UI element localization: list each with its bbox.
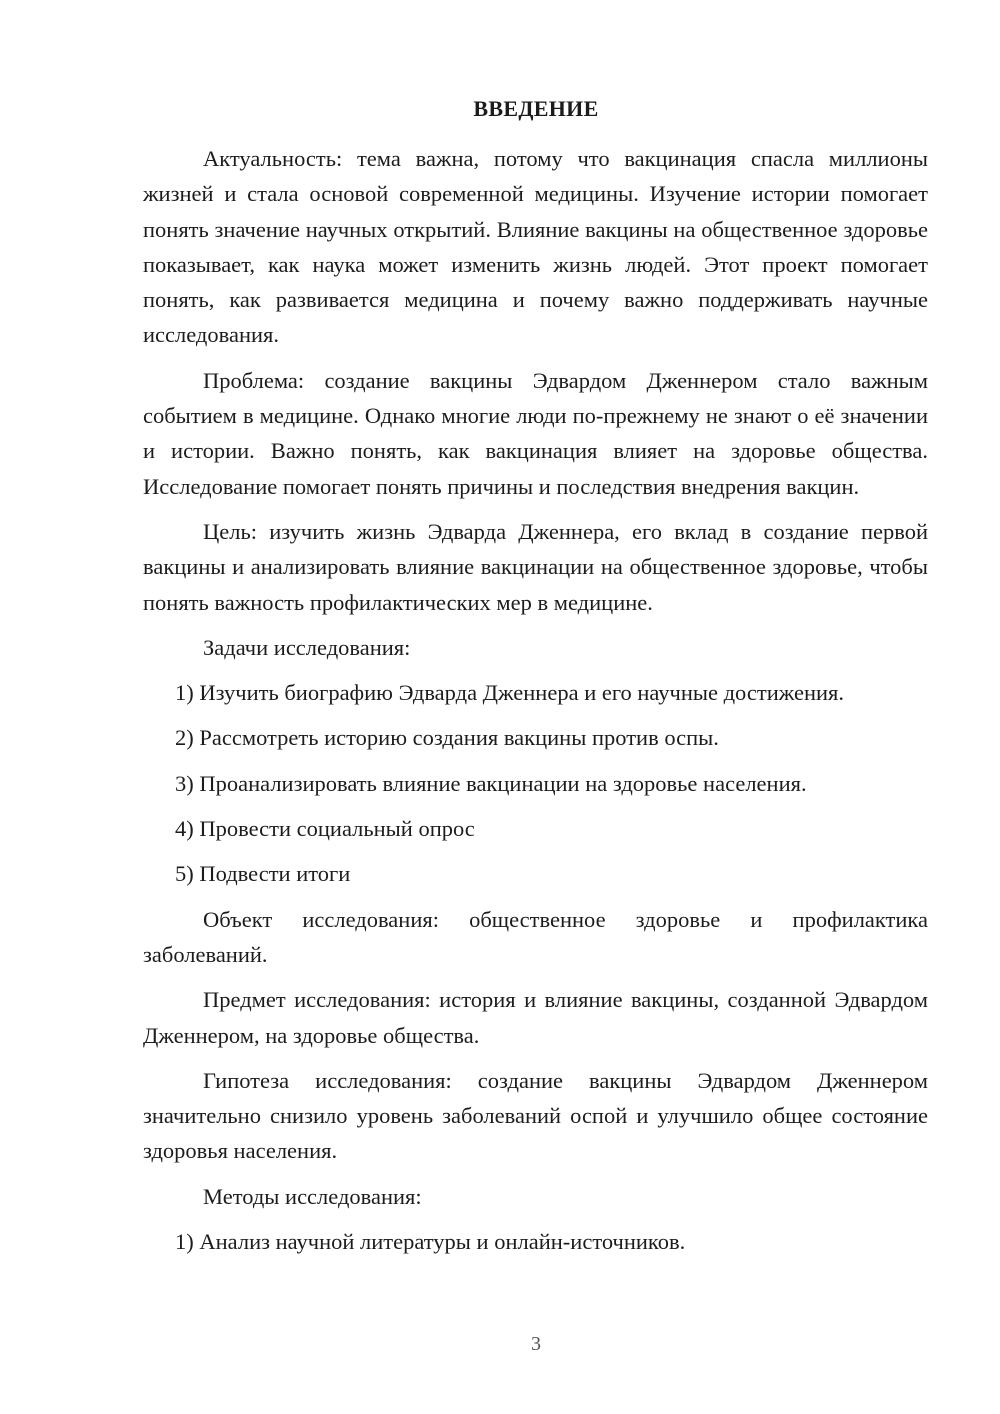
- task-item-5: 5) Подвести итоги: [175, 861, 351, 887]
- methods-label: Методы исследования:: [203, 1183, 422, 1209]
- paragraph-hypothesis: Гипотеза исследования: создание вакцины Эдвардом Дженнером значительно снизило уровень заболеваний оспой и улучшило общее состояние здоровья населения.: [143, 1067, 928, 1164]
- document-body: [143, 141, 928, 1269]
- tasks-label: Задачи исследования:: [203, 634, 411, 660]
- paragraph-relevance: Актуальность: тема важна, потому что вакцинация спасла миллионы жизней и стала основой современной медицины. Изучение истории помогает понять значение научных открытий. Влияние вакцины на общественное здоровье показывает, как наука может изменить жизнь людей. Этот проект помогает понять, как развивается медицина и почему важно поддерживать научные исследования.: [143, 146, 928, 348]
- task-item-1: 1) Изучить биографию Эдварда Дженнера и его научные достижения.: [175, 680, 845, 706]
- paragraph-goal: Цель: изучить жизнь Эдварда Дженнера, его вклад в создание первой вакцины и анализировать влияние вакцинации на общественное здоровье, чтобы понять важность профилактических мер в медицине.: [143, 518, 928, 615]
- page-number: 3: [531, 1333, 541, 1355]
- task-item-3: 3) Проанализировать влияние вакцинации на здоровье населения.: [175, 770, 807, 796]
- method-item-1: 1) Анализ научной литературы и онлайн-источников.: [175, 1229, 686, 1255]
- page-title: ВВЕДЕНИЕ: [473, 96, 599, 121]
- paragraph-subject: Предмет исследования: история и влияние вакцины, созданной Эдвардом Дженнером, на здоровье общества.: [143, 987, 928, 1048]
- paragraph-problem: Проблема: создание вакцины Эдвардом Дженнером стало важным событием в медицине. Однако многие люди по-прежнему не знают о её значении и истории. Важно понять, как вакцинация влияет на здоровье общества. Исследование помогает понять причины и последствия внедрения вакцин.: [143, 367, 928, 499]
- task-item-2: 2) Рассмотреть историю создания вакцины против оспы.: [175, 725, 719, 751]
- task-item-4: 4) Провести социальный опрос: [175, 816, 475, 842]
- paragraph-object: Объект исследования: общественное здоровье и профилактика заболеваний.: [143, 906, 928, 967]
